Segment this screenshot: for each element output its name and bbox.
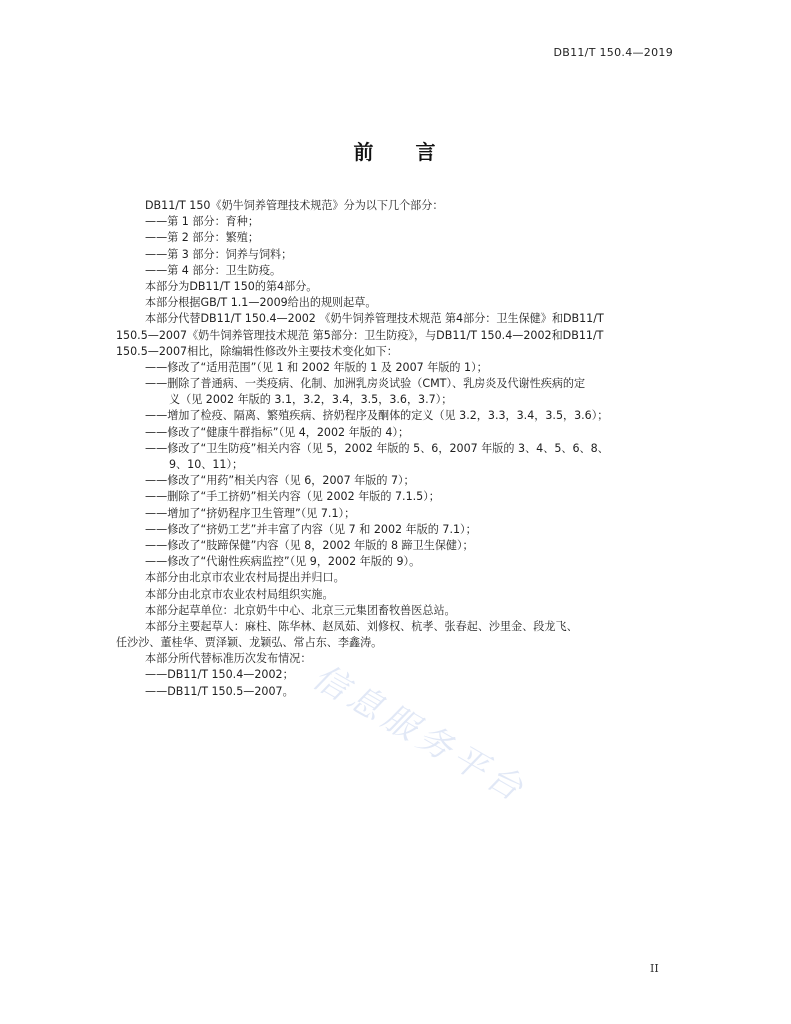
body-line: 本部分代替DB11/T 150.4—2002 《奶牛饲养管理技术规范 第4部分：卫生保健》和DB11/T — [145, 312, 604, 326]
title-char-left: 前 — [353, 140, 376, 164]
body-line: 任沙沙、董桂华、贾泽颖、龙颖弘、常占东、李鑫涛。 — [116, 636, 383, 650]
body-line: DB11/T 150《奶牛饲养管理技术规范》分为以下几个部分： — [145, 199, 444, 212]
body-line: ——修改了“肢蹄保健”内容（见 8，2002 年版的 8 蹄卫生保健）； — [145, 538, 474, 552]
page-title — [0, 136, 791, 165]
page-number: II — [650, 962, 659, 975]
body-line: ——第 3 部分：饲养与饲料； — [145, 247, 293, 261]
body-line: ——修改了“用药”相关内容（见 6，2007 年版的 7）； — [145, 474, 415, 488]
body-line: ——增加了“挤奶程序卫生管理”（见 7.1）； — [145, 506, 356, 520]
body-line: ——删除了“手工挤奶”相关内容（见 2002 年版的 7.1.5）； — [145, 490, 440, 504]
title-char-right: 言 — [415, 140, 438, 164]
body-line: 150.5—2007相比，除编辑性修改外主要技术变化如下： — [116, 344, 398, 358]
body-line: 本部分由北京市农业农村局提出并归口。 — [145, 571, 345, 585]
watermark: 信息服务平台 — [306, 656, 534, 812]
foreword-body — [116, 198, 680, 700]
body-line: ——修改了“卫生防疫”相关内容（见 5，2002 年版的 5、6，2007 年版的 3、4、5、6、8、 — [145, 441, 609, 455]
body-line: ——修改了“适用范围”（见 1 和 2002 年版的 1 及 2007 年版的 1）； — [145, 360, 488, 374]
body-line: ——增加了检疫、隔离、繁殖疾病、挤奶程序及酮体的定义（见 3.2，3.3，3.4，3.5，3.6）； — [145, 409, 609, 423]
body-line: ——删除了普通病、一类疫病、化制、加洲乳房炎试验（CMT）、乳房炎及代谢性疾病的定 — [145, 377, 586, 391]
document-code-header: DB11/T 150.4—2019 — [553, 46, 673, 59]
body-line: 本部分起草单位：北京奶牛中心、北京三元集团畜牧兽医总站。 — [145, 603, 456, 617]
body-line: 本部分为DB11/T 150的第4部分。 — [145, 279, 318, 293]
body-line: ——修改了“挤奶工艺”并丰富了内容（见 7 和 2002 年版的 7.1）； — [145, 522, 477, 536]
body-line: 本部分主要起草人：麻柱、陈华林、赵凤茹、刘修权、杭孝、张春起、沙里金、段龙飞、 — [145, 619, 578, 633]
body-line: 9、10、11）； — [169, 458, 244, 471]
body-line: 本部分所代替标准历次发布情况： — [145, 652, 312, 666]
body-line: ——第 4 部分：卫生防疫。 — [145, 263, 282, 277]
body-line: ——DB11/T 150.5—2007。 — [145, 684, 294, 698]
body-line: ——修改了“代谢性疾病监控”（见 9，2002 年版的 9）。 — [145, 555, 421, 569]
body-line: 本部分由北京市农业农村局组织实施。 — [145, 587, 334, 601]
body-line: ——DB11/T 150.4—2002； — [145, 668, 294, 682]
body-line: 150.5—2007《奶牛饲养管理技术规范 第5部分：卫生防疫》，与DB11/T 150.4—2002和DB11/T — [116, 328, 604, 342]
body-line: 本部分根据GB/T 1.1—2009给出的规则起草。 — [145, 296, 377, 310]
body-line: ——第 1 部分：育种； — [145, 215, 259, 229]
body-line: ——第 2 部分：繁殖； — [145, 231, 259, 245]
body-line: ——修改了“健康牛群指标”（见 4，2002 年版的 4）； — [145, 425, 410, 439]
body-line: 义（见 2002 年版的 3.1，3.2，3.4，3.5，3.6，3.7）； — [169, 393, 453, 407]
